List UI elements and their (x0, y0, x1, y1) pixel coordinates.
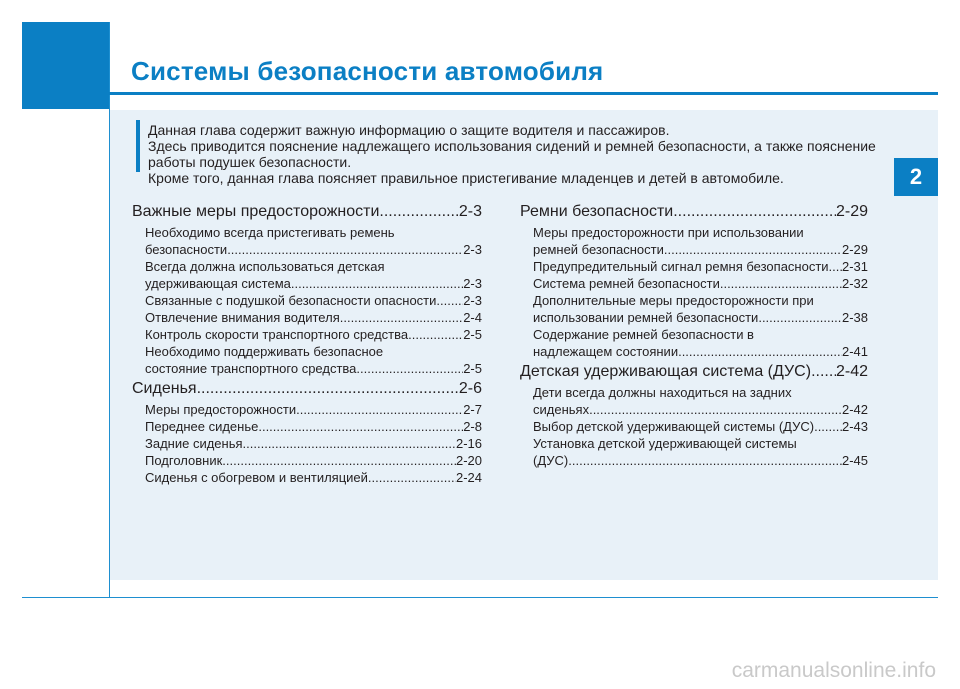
toc-page-number: 2-41 (841, 344, 868, 359)
corner-color-block (22, 22, 109, 109)
toc-item-text: Содержание ремней безопасности в (533, 327, 754, 342)
toc-item-text: безопасности (145, 242, 228, 257)
toc-item-text: Выбор детской удерживающей системы (ДУС) (533, 419, 815, 434)
toc-page-number: 2-42 (841, 402, 868, 417)
toc-page-number: 2-29 (835, 203, 868, 220)
toc-item-line (533, 309, 868, 326)
toc-item[interactable] (132, 435, 482, 452)
toc-item-line (533, 452, 868, 469)
toc-section-entry[interactable] (132, 202, 482, 222)
toc-item-text: состояние транспортного средства (145, 361, 357, 376)
toc-page-number: 2-6 (458, 380, 482, 397)
intro-line: Кроме того, данная глава поясняет правильное пристегивание младенцев и детей в автомобиле. (148, 170, 784, 186)
toc-page-number: 2-3 (463, 276, 482, 291)
toc-item-line (145, 309, 482, 326)
toc-item-text: Сиденья с обогревом и вентиляцией (145, 470, 368, 485)
toc-item[interactable] (520, 224, 868, 258)
toc-item-text: Переднее сиденье (145, 419, 259, 434)
toc-item-text: удерживающая система (145, 276, 291, 291)
toc-leader-dots (356, 360, 463, 377)
toc-item[interactable] (132, 401, 482, 418)
toc-right-column (520, 202, 868, 469)
toc-page-number: 2-42 (835, 363, 868, 380)
toc-leader-dots (368, 469, 456, 486)
chapter-intro (148, 122, 888, 186)
toc-item-text: Установка детской удерживающей системы (533, 436, 797, 451)
toc-item-line (145, 241, 482, 258)
toc-item-line (145, 292, 482, 309)
toc-item-text: Контроль скорости транспортного средства (145, 327, 409, 342)
page-title: Системы безопасности автомобиля (131, 56, 604, 86)
toc-item[interactable] (132, 309, 482, 326)
footer-rule (22, 597, 938, 598)
toc-leader-dots (678, 343, 842, 360)
chapter-tab[interactable] (894, 158, 938, 196)
toc-leader-dots (197, 379, 459, 399)
toc-leader-dots (291, 275, 463, 292)
toc-item-line (533, 401, 868, 418)
toc-leader-dots (829, 258, 842, 275)
toc-leader-dots (568, 452, 842, 469)
toc-item-line (145, 401, 482, 418)
toc-page-number: 2-45 (841, 453, 868, 468)
toc-item[interactable] (520, 418, 868, 435)
toc-item-line (145, 469, 482, 486)
toc-section-entry[interactable] (520, 202, 868, 222)
toc-item[interactable] (520, 326, 868, 360)
toc-item[interactable] (132, 452, 482, 469)
toc-item-text: Меры предосторожности (145, 402, 297, 417)
toc-item[interactable] (132, 469, 482, 486)
toc-item[interactable] (520, 384, 868, 418)
toc-leader-dots (673, 202, 836, 222)
toc-leader-dots (720, 275, 842, 292)
toc-item[interactable] (520, 292, 868, 326)
toc-left-column (132, 202, 482, 486)
toc-item-line (145, 418, 482, 435)
toc-item-text: Связанные с подушкой безопасности опасности (145, 293, 437, 308)
toc-leader-dots (758, 309, 842, 326)
toc-page-number: 2-32 (841, 276, 868, 291)
toc-item[interactable] (132, 343, 482, 377)
toc-leader-dots (296, 401, 463, 418)
toc-page-number: 2-4 (463, 310, 482, 325)
toc-item-line (145, 452, 482, 469)
toc-item-text: Дети всегда должны находиться на задних (533, 385, 792, 400)
toc-page-number: 2-3 (458, 203, 482, 220)
toc-section-title: Детская удерживающая система (ДУС) (520, 363, 812, 380)
toc-item-line (533, 275, 868, 292)
toc-item[interactable] (132, 258, 482, 292)
toc-leader-dots (227, 241, 463, 258)
toc-item-text: Система ремней безопасности (533, 276, 720, 291)
toc-section-title: Ремни безопасности (520, 203, 674, 220)
toc-item-line (533, 241, 868, 258)
toc-section-entry[interactable] (132, 379, 482, 399)
toc-page-number: 2-31 (841, 259, 868, 274)
toc-item[interactable] (132, 418, 482, 435)
toc-section-entry[interactable] (520, 362, 868, 382)
toc-item-text: надлежащем состоянии (533, 344, 679, 359)
toc-item-text: Необходимо всегда пристегивать ремень (145, 225, 395, 240)
toc-item-text: ремней безопасности (533, 242, 664, 257)
toc-item-line (533, 418, 868, 435)
title-underline (109, 92, 938, 95)
toc-item[interactable] (520, 275, 868, 292)
toc-leader-dots (379, 202, 458, 222)
toc-leader-dots (811, 362, 836, 382)
intro-accent-bar (136, 120, 140, 172)
toc-item-line (145, 326, 482, 343)
toc-item-text: Дополнительные меры предосторожности при (533, 293, 814, 308)
toc-item-text: сиденьях (533, 402, 590, 417)
toc-item-text: Всегда должна использоваться детская (145, 259, 385, 274)
toc-item[interactable] (132, 224, 482, 258)
toc-leader-dots (258, 418, 463, 435)
toc-page-number: 2-38 (841, 310, 868, 325)
toc-item-line (533, 343, 868, 360)
toc-leader-dots (222, 452, 456, 469)
toc-leader-dots (436, 292, 463, 309)
toc-leader-dots (243, 435, 456, 452)
toc-item-text: Необходимо поддерживать безопасное (145, 344, 384, 359)
watermark: carmanualsonline.info (731, 659, 936, 682)
toc-page-number: 2-24 (455, 470, 482, 485)
toc-page-number: 2-20 (455, 453, 482, 468)
toc-page-number: 2-43 (841, 419, 868, 434)
toc-section-title: Важные меры предосторожности (132, 203, 380, 220)
toc-item-text: Предупредительный сигнал ремня безопасности (533, 259, 829, 274)
toc-item-line (145, 360, 482, 377)
intro-line: Здесь приводится пояснение надлежащего использования сидений и ремней безопасности, а также пояснение работы подушек безопасности. (148, 138, 876, 170)
toc-page-number: 2-3 (463, 242, 482, 257)
toc-item-line (145, 435, 482, 452)
toc-page-number: 2-8 (463, 419, 482, 434)
toc-item-line (533, 258, 868, 275)
toc-page-number: 2-5 (463, 361, 482, 376)
toc-page-number: 2-16 (455, 436, 482, 451)
toc-page-number: 2-29 (841, 242, 868, 257)
toc-item[interactable] (520, 435, 868, 469)
chapter-number: 2 (909, 164, 923, 189)
toc-section-title: Сиденья (132, 380, 197, 397)
toc-item[interactable] (520, 258, 868, 275)
toc-leader-dots (589, 401, 842, 418)
toc-item[interactable] (132, 326, 482, 343)
toc-page-number: 2-7 (463, 402, 482, 417)
toc-item[interactable] (132, 292, 482, 309)
toc-item-text: использовании ремней безопасности (533, 310, 759, 325)
toc-item-text: Подголовник (145, 453, 223, 468)
toc-item-text: (ДУС) (533, 453, 569, 468)
toc-leader-dots (814, 418, 842, 435)
toc-item-text: Меры предосторожности при использовании (533, 225, 804, 240)
toc-leader-dots (340, 309, 463, 326)
toc-item-text: Отвлечение внимания водителя (145, 310, 340, 325)
toc-item-line (145, 275, 482, 292)
toc-page-number: 2-5 (463, 327, 482, 342)
toc-leader-dots (408, 326, 463, 343)
toc-leader-dots (664, 241, 842, 258)
intro-line: Данная глава содержит важную информацию о защите водителя и пассажиров. (148, 122, 670, 138)
toc-page-number: 2-3 (463, 293, 482, 308)
toc-item-text: Задние сиденья (145, 436, 243, 451)
